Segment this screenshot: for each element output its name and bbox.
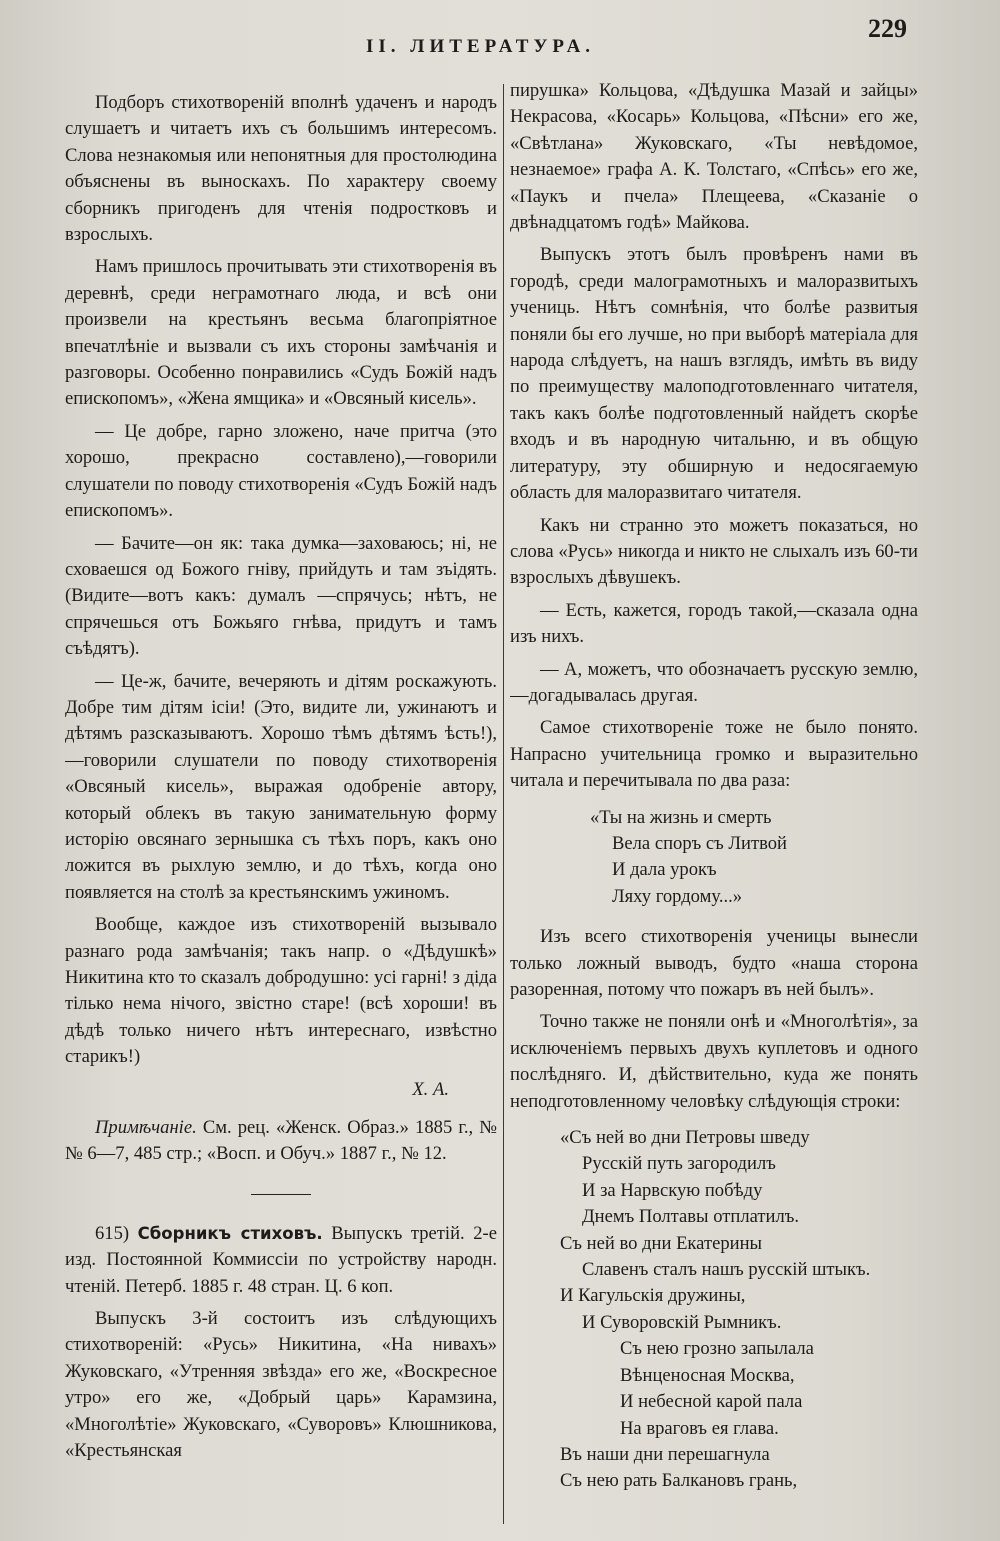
verse-line: Съ нею грозно запылала	[620, 1338, 814, 1360]
verse-line: «Ты на жизнь и смерть	[590, 806, 772, 828]
right-column	[510, 70, 918, 1540]
right-paragraph-7: Изъ всего стихотворенія ученицы вынесли только ложный выводъ, будто «наша сторона разоренная, потому что пожаръ въ ней былъ».	[510, 926, 918, 1000]
verse-line: Ляху гордому...»	[612, 885, 743, 907]
left-paragraph-7: Выпускъ 3-й состоитъ изъ слѣдующихъ стихотвореній: «Русь» Никитина, «На нивахъ» Жуковскаго, «Утренняя звѣзда» его же, «Воскресное утро» его же, «Добрый царь» Карамзина, «Многолѣтіе» Жуковскаго, «Суворовъ» Клюшникова, «Крестьянская	[65, 1308, 497, 1462]
right-paragraph-8: Точно также не поняли онѣ и «Многолѣтія», за исключеніемъ первыхъ двухъ куплетовъ и одного послѣдняго. И, дѣйствительно, куда же понять неподготовленному человѣку слѣдующія строки:	[510, 1011, 918, 1112]
left-paragraph-2: Намъ пришлось прочитывать эти стихотворенія въ деревнѣ, среди неграмотнаго люда, и всѣ они произвели на крестьянъ весьма благопріятное впечатлѣніе и вызвали съ ихъ стороны замѣчанія и разговоры. Особенно понравились «Судъ Божій надъ епископомъ», «Жена ямщика» и «Овсяный кисель».	[65, 256, 497, 410]
verse-block-1	[510, 805, 918, 911]
note-label: Примѣчаніе.	[95, 1117, 197, 1139]
left-paragraph-6: Вообще, каждое изъ стихотвореній вызывало разнаго рода замѣчанія; такъ напр. о «Дѣдушкѣ» Никитина кто то сказалъ добродушно: усі гарні! з діда тілько нема нічого, звістно старе! (всѣ хороши! въ дѣдѣ только ничего нѣтъ интереснаго, извѣстно старикъ!)	[65, 914, 497, 1068]
verse-line: Русскій путь загородилъ	[582, 1153, 776, 1175]
verse-line: И за Нарвскую побѣду	[582, 1179, 763, 1201]
page-number: 229	[868, 14, 907, 43]
verse-line: Въ наши дни перешагнула	[560, 1443, 770, 1465]
note-text: См. рец. «Женск. Образ.» 1885 г., №№ 6—7, 485 стр.; «Восп. и Обуч.» 1887 г., № 12.	[65, 1117, 497, 1165]
verse-line: «Съ ней во дни Петровы шведу	[560, 1127, 810, 1149]
verse-line: Съ ней во дни Екатерины	[560, 1232, 763, 1254]
column-divider	[503, 84, 504, 1524]
verse-line: Вѣнценосная Москва,	[620, 1364, 795, 1386]
right-paragraph-6: Самое стихотвореніе тоже не было понято. Напрасно учительница громко и выразительно читала и перечитывала по два раза:	[510, 717, 918, 792]
verse-line: И Суворовскій Рымникъ.	[582, 1311, 782, 1333]
verse-line: Вела споръ съ Литвой	[612, 832, 787, 854]
section-divider-rule	[251, 1194, 311, 1195]
left-paragraph-5: — Це-ж, бачите, вечеряють и дітям роскажують. Добре тим дітям ісіи! (Это, видите ли, ужинаютъ и дѣтямъ разсказываютъ. Хорошо тѣмъ дѣтямъ ѣсть!),—говорили слушатели по поводу стихотворенія «Овсяный кисель», выражая одобреніе автору, который облекъ въ такую занимательную форму исторію овсянаго зернышка съ тѣхъ поръ, какъ оно ложится въ рыхлую землю, и до тѣхъ, когда оно появляется на столѣ за крестьянскимъ ужиномъ.	[65, 670, 497, 903]
verse-line: И небесной карой пала	[620, 1391, 803, 1413]
verse-line: На враговъ ея глава.	[620, 1417, 779, 1439]
left-paragraph-1: Подборъ стихотвореній вполнѣ удаченъ и народъ слушаетъ и читаетъ ихъ съ большимъ интересомъ. Слова незнакомыя или непонятныя для простолюдина объяснены въ выноскахъ. По характеру своему сборникъ пригоденъ для чтенія подростковъ и взрослыхъ.	[65, 92, 497, 246]
right-paragraph-2: Выпускъ этотъ былъ провѣренъ нами въ городѣ, среди малограмотныхъ и малоразвитыхъ учениць. Нѣтъ сомнѣнія, что болѣе развитыя поняли бы его лучше, но при выборѣ матеріала для народа слѣдуетъ, на нашъ взглядъ, имѣть въ виду по преимуществу малоподготовленнаго читателя, такъ какъ болѣе подготовленный найдетъ скорѣе входъ и въ народную читальню, и въ общую литературу, эту обширную и недосягаемую область для малоразвитаго читателя.	[510, 244, 918, 504]
left-paragraph-4: — Бачите—он як: така думка—заховаюсь; ні, не сховаешся од Божого гніву, прийдуть и там зъідять. (Видите—вотъ какъ: думалъ —спрячусь; нѣтъ, не спрячешься отъ Божьяго гнѣва, придутъ и тамъ съѣдятъ).	[65, 532, 497, 660]
note-paragraph	[65, 1115, 497, 1168]
entry-heading-paragraph	[65, 1221, 497, 1300]
entry-title: Сборникъ стиховъ.	[137, 1223, 323, 1243]
verse-line: И Кагульскія дружины,	[560, 1285, 746, 1307]
entry-number: 615)	[95, 1222, 130, 1244]
entry-text: Выпускъ третій. 2-е изд. Постоянной Коммиссіи по устройству народн. чтеній. Петерб. 1885 г. 48 стран. Ц. 6 коп.	[65, 1222, 497, 1297]
right-paragraph-5: — А, можетъ, что обозначаетъ русскую землю,—догадывалась другая.	[510, 658, 918, 706]
verse-block-2	[510, 1125, 918, 1495]
verse-line: И дала урокъ	[612, 859, 717, 881]
verse-line: Славенъ сталъ нашъ русскій штыкъ.	[582, 1259, 871, 1281]
running-head: II. ЛИТЕРАТУРА.	[366, 36, 596, 57]
right-paragraph-1: пирушка» Кольцова, «Дѣдушка Мазай и зайцы» Некрасова, «Косарь» Кольцова, «Пѣсни» его же, «Свѣтлана» Жуковскаго, «Ты невѣдомое, незнаемое» графа А. К. Толстаго, «Спѣсь» его же, «Паукъ и пчела» Плещеева, «Сказаніе о двѣнадцатомъ годѣ» Майкова.	[510, 80, 918, 234]
verse-line: Днемъ Полтавы отплатилъ.	[582, 1206, 799, 1228]
right-paragraph-3: Какъ ни странно это можетъ показаться, но слова «Русь» никогда и никто не слыхалъ изъ 60-ти взрослыхъ дѣвушекъ.	[510, 514, 918, 589]
review-signature: Х. А.	[412, 1078, 449, 1100]
verse-line: Съ нею рать Балкановъ грань,	[560, 1470, 798, 1492]
left-column	[65, 70, 497, 1540]
right-paragraph-4: — Есть, кажется, городъ такой,—сказала одна изъ нихъ.	[510, 599, 918, 648]
left-paragraph-3: — Це добре, гарно зложено, наче притча (это хорошо, прекрасно составлено),—говорили слушатели по поводу стихотворенія «Судъ Божій надъ епископомъ».	[65, 420, 497, 522]
